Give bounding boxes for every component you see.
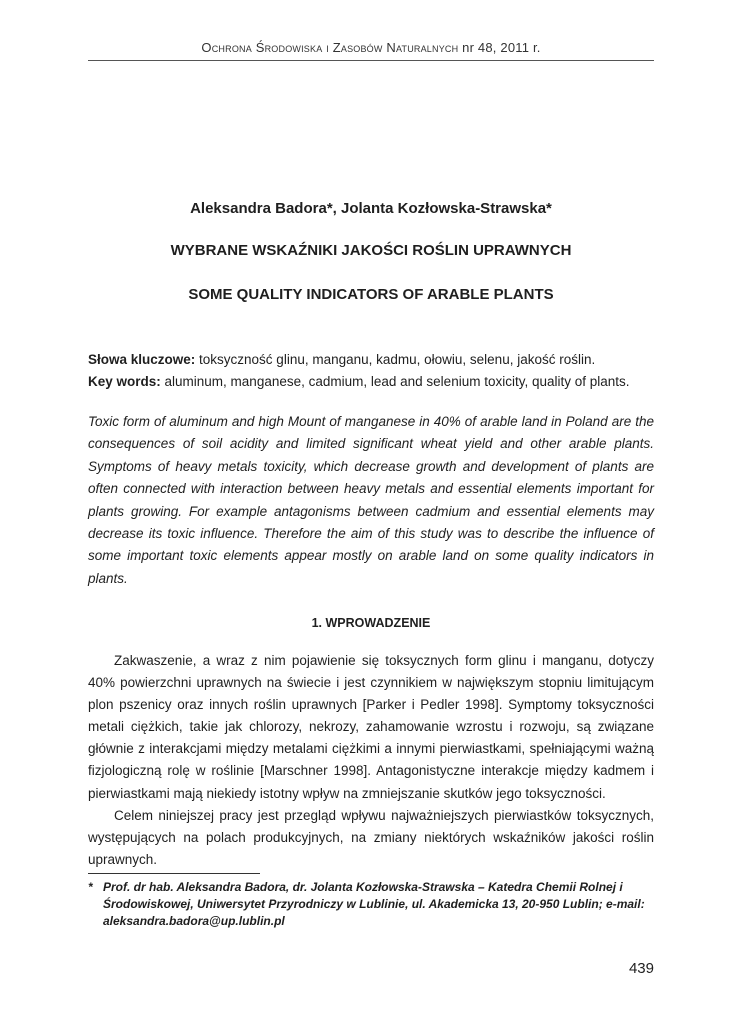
body-text — [88, 650, 654, 871]
title-polish: WYBRANE WSKAŹNIKI JAKOŚCI ROŚLIN UPRAWNYCH — [170, 242, 572, 259]
page-number: 439 — [628, 960, 654, 977]
keywords-polish-label: Słowa kluczowe: — [88, 352, 196, 367]
keywords-english-label: Key words: — [88, 374, 161, 389]
journal-issue: nr 48, 2011 r. — [462, 40, 541, 55]
paragraph: Celem niniejszej pracy jest przegląd wpływu najważniejszych pierwiastków toksycznych, występujących na polach produkcyjnych, na zmiany niektórych wskaźników jakości roślin uprawnych. — [88, 807, 654, 867]
section-heading: 1. WPROWADZENIE — [311, 616, 431, 630]
header-rule — [88, 60, 654, 61]
footnote-mark: * — [88, 880, 93, 894]
footnote — [88, 879, 654, 930]
title-english: SOME QUALITY INDICATORS OF ARABLE PLANTS — [188, 286, 554, 303]
keywords-polish-text: toksyczność glinu, manganu, kadmu, ołowiu, selenu, jakość roślin. — [195, 352, 596, 367]
paragraph: Zakwaszenie, a wraz z nim pojawienie się toksycznych form glinu i manganu, dotyczy 40% powierzchni uprawnych na świecie i jest czynnikiem w największym stopniu limitującym plon pszenicy oraz innych roślin uprawnych [Parker i Pedler 1998]. Symptomy toksyczności metali ciężkich, takie jak chlorozy, nekrozy, zahamowanie wzrostu i rozwoju, są związane głównie z interakcjami między metalami ciężkimi a innymi pierwiastkami, spełniającymi ważną fizjologiczną rolę w roślinie [Marschner 1998]. Antagonistyczne interakcje między kadmem i pierwiastkami mają niekiedy istotny wpływ na zmniejszanie skutków jego toksyczności. — [88, 653, 654, 801]
running-header — [88, 40, 654, 55]
journal-name: Ochrona Środowiska i Zasobów Naturalnych — [201, 40, 459, 55]
keywords-english-text: aluminum, manganese, cadmium, lead and selenium toxicity, quality of plants. — [160, 374, 630, 389]
footnote-text: Prof. dr hab. Aleksandra Badora, dr. Jolanta Kozłowska-Strawska – Katedra Chemii Rolnej i Środowiskowej, Uniwersytet Przyrodniczy w Lublinie, ul. Akademicka 13, 20-950 Lublin; e-mail: aleksandra.badora@up.lublin.pl — [103, 880, 645, 928]
authors: Aleksandra Badora*, Jolanta Kozłowska-Strawska* — [190, 200, 552, 217]
abstract: Toxic form of aluminum and high Mount of manganese in 40% of arable land in Poland are the consequences of soil acidity and limited significant wheat yield and other arable plants. Symptoms of heavy metals toxicity, which decrease growth and development of plants are often connected with interaction between heavy metals and essential elements important for plants growing. For example antagonisms between cadmium and essential elements may decrease its toxic influence. Therefore the aim of this study was to describe the influence of some important toxic elements appear mostly on arable land on some quality indicators in plants. — [88, 414, 654, 586]
footnote-rule — [88, 873, 260, 874]
keywords-block — [88, 349, 654, 393]
keywords-polish — [88, 349, 654, 371]
keywords-english — [88, 371, 654, 393]
